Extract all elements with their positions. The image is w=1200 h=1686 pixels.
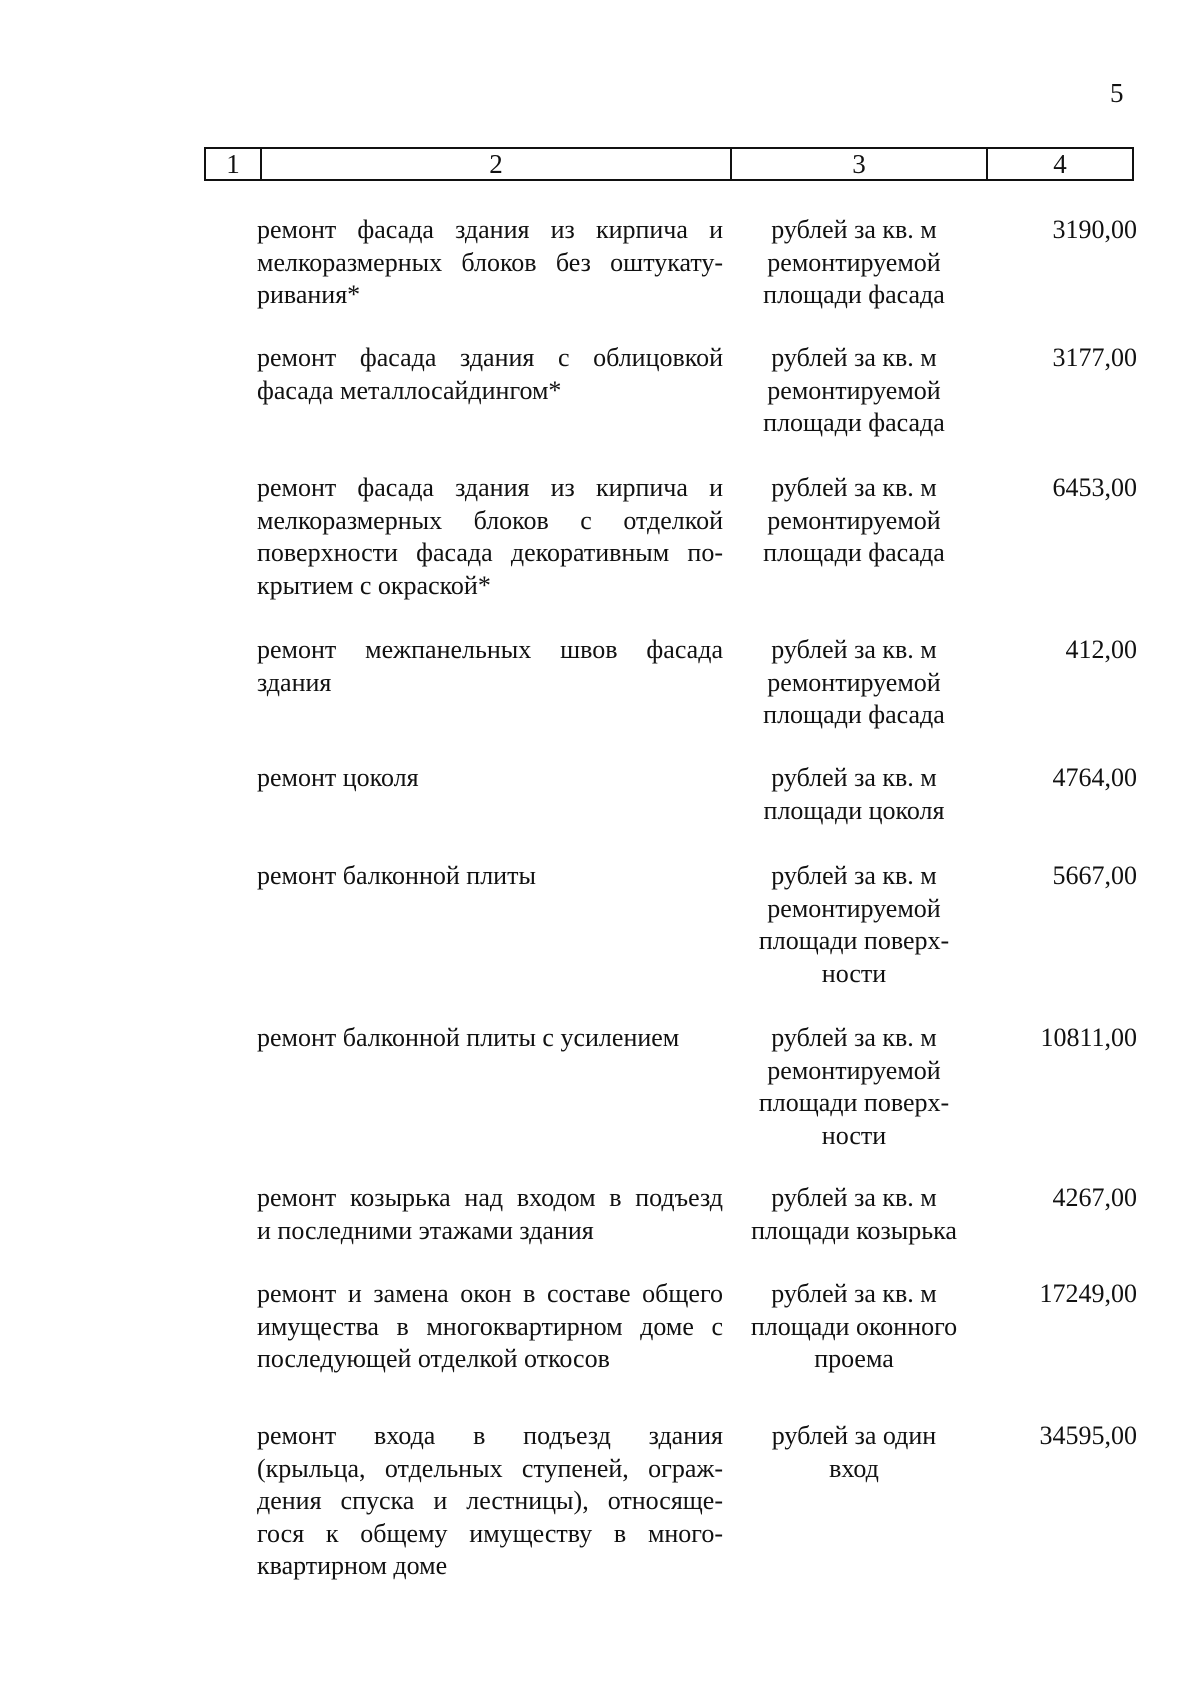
unit-line: рублей за кв. м xyxy=(771,343,937,372)
description-line: ремонт козырька над входом в подъезд xyxy=(257,1183,723,1212)
unit-line: рублей за кв. м xyxy=(771,763,937,792)
unit-line: рублей за один xyxy=(771,1421,937,1450)
unit-line: ности xyxy=(821,1120,887,1150)
unit-line: проема xyxy=(814,1344,894,1373)
description-line: и последними этажами здания xyxy=(257,1215,594,1245)
unit-line: площади фасада xyxy=(763,408,945,437)
unit-of-measure xyxy=(727,1420,981,1485)
unit-line: ремонтируемой xyxy=(767,247,941,277)
price-value: 10811,00 xyxy=(1040,1023,1137,1052)
unit-line: ремонтируемой xyxy=(767,1055,941,1085)
unit-line: вход xyxy=(829,1453,879,1483)
description-line: последующей отделкой откосов xyxy=(257,1344,610,1373)
unit-of-measure xyxy=(727,1182,981,1247)
unit-of-measure xyxy=(727,1278,981,1376)
unit-line: площади фасада xyxy=(763,538,945,567)
unit-line: рублей за кв. м xyxy=(771,1183,937,1212)
work-description xyxy=(257,1182,723,1247)
price-value: 3190,00 xyxy=(1052,215,1137,244)
description-line: квартирном доме xyxy=(257,1551,448,1580)
unit-line: ремонтируемой xyxy=(767,667,941,697)
column-number-2: 2 xyxy=(261,148,731,180)
description-line: ремонт межпанельных швов фасада xyxy=(257,635,723,664)
description-line: гося к общему имуществу в много- xyxy=(257,1518,723,1548)
unit-line: рублей за кв. м xyxy=(771,473,937,502)
unit-line: площади поверх- xyxy=(758,1088,950,1117)
description-line: фасада металлосайдингом* xyxy=(257,375,562,405)
description-line: ривания* xyxy=(257,280,361,309)
unit-line: ремонтируемой xyxy=(767,893,941,923)
price-value: 6453,00 xyxy=(1052,473,1137,502)
description-line: ремонт и замена окон в составе общего xyxy=(257,1279,723,1308)
column-number-1: 1 xyxy=(205,148,261,180)
unit-of-measure xyxy=(727,762,981,827)
work-description xyxy=(257,1278,723,1376)
unit-line: площади оконного xyxy=(750,1311,958,1341)
column-number-4: 4 xyxy=(987,148,1133,180)
work-description xyxy=(257,472,723,602)
work-description xyxy=(257,1022,723,1055)
price-value: 3177,00 xyxy=(1052,343,1137,372)
unit-line: площади поверх- xyxy=(758,926,950,955)
unit-line: площади фасада xyxy=(763,280,945,309)
unit-of-measure xyxy=(727,214,981,312)
work-description xyxy=(257,1420,723,1583)
description-line: здания xyxy=(257,667,332,697)
page-number: 5 xyxy=(1110,78,1124,108)
description-line: ремонт фасада здания из кирпича и xyxy=(257,473,723,502)
column-number-header xyxy=(204,147,1134,181)
description-line: имущества в многоквартирном доме с xyxy=(257,1311,723,1341)
price-value: 5667,00 xyxy=(1052,861,1137,890)
unit-of-measure xyxy=(727,634,981,732)
work-description xyxy=(257,214,723,312)
description-line: мелкоразмерных блоков без оштукату- xyxy=(257,247,723,277)
column-number-3: 3 xyxy=(731,148,987,180)
work-description xyxy=(257,762,723,795)
description-line: ремонт фасада здания из кирпича и xyxy=(257,215,723,244)
description-line: ремонт балконной плиты с усилением xyxy=(257,1023,680,1052)
description-line: (крыльца, отдельных ступеней, ограж- xyxy=(257,1453,723,1483)
unit-line: рублей за кв. м xyxy=(771,1023,937,1052)
unit-of-measure xyxy=(727,342,981,440)
price-value: 34595,00 xyxy=(1039,1421,1137,1450)
unit-of-measure xyxy=(727,472,981,570)
unit-line: ности xyxy=(821,958,887,988)
description-line: крытием с окраской* xyxy=(257,570,491,600)
unit-line: ремонтируемой xyxy=(767,505,941,535)
description-line: ремонт балконной плиты xyxy=(257,861,536,890)
unit-line: площади козырька xyxy=(751,1215,957,1245)
price-value: 17249,00 xyxy=(1039,1279,1137,1308)
description-line: дения спуска и лестницы), относяще- xyxy=(257,1486,723,1515)
price-value: 412,00 xyxy=(1065,635,1137,664)
description-line: ремонт цоколя xyxy=(257,763,419,792)
unit-line: рублей за кв. м xyxy=(771,215,937,244)
price-value: 4764,00 xyxy=(1052,763,1137,792)
unit-of-measure xyxy=(727,1022,981,1152)
work-description xyxy=(257,634,723,699)
price-value: 4267,00 xyxy=(1052,1183,1137,1212)
description-line: поверхности фасада декоративным по- xyxy=(257,538,723,567)
work-description xyxy=(257,342,723,407)
unit-line: площади фасада xyxy=(763,700,945,729)
unit-line: рублей за кв. м xyxy=(771,861,937,890)
unit-line: площади цоколя xyxy=(763,795,945,825)
work-description xyxy=(257,860,723,893)
description-line: мелкоразмерных блоков с отделкой xyxy=(257,505,723,535)
unit-of-measure xyxy=(727,860,981,990)
unit-line: рублей за кв. м xyxy=(771,635,937,664)
description-line: ремонт фасада здания с облицовкой xyxy=(257,343,723,372)
unit-line: ремонтируемой xyxy=(767,375,941,405)
description-line: ремонт входа в подъезд здания xyxy=(257,1421,723,1450)
unit-line: рублей за кв. м xyxy=(771,1279,937,1308)
